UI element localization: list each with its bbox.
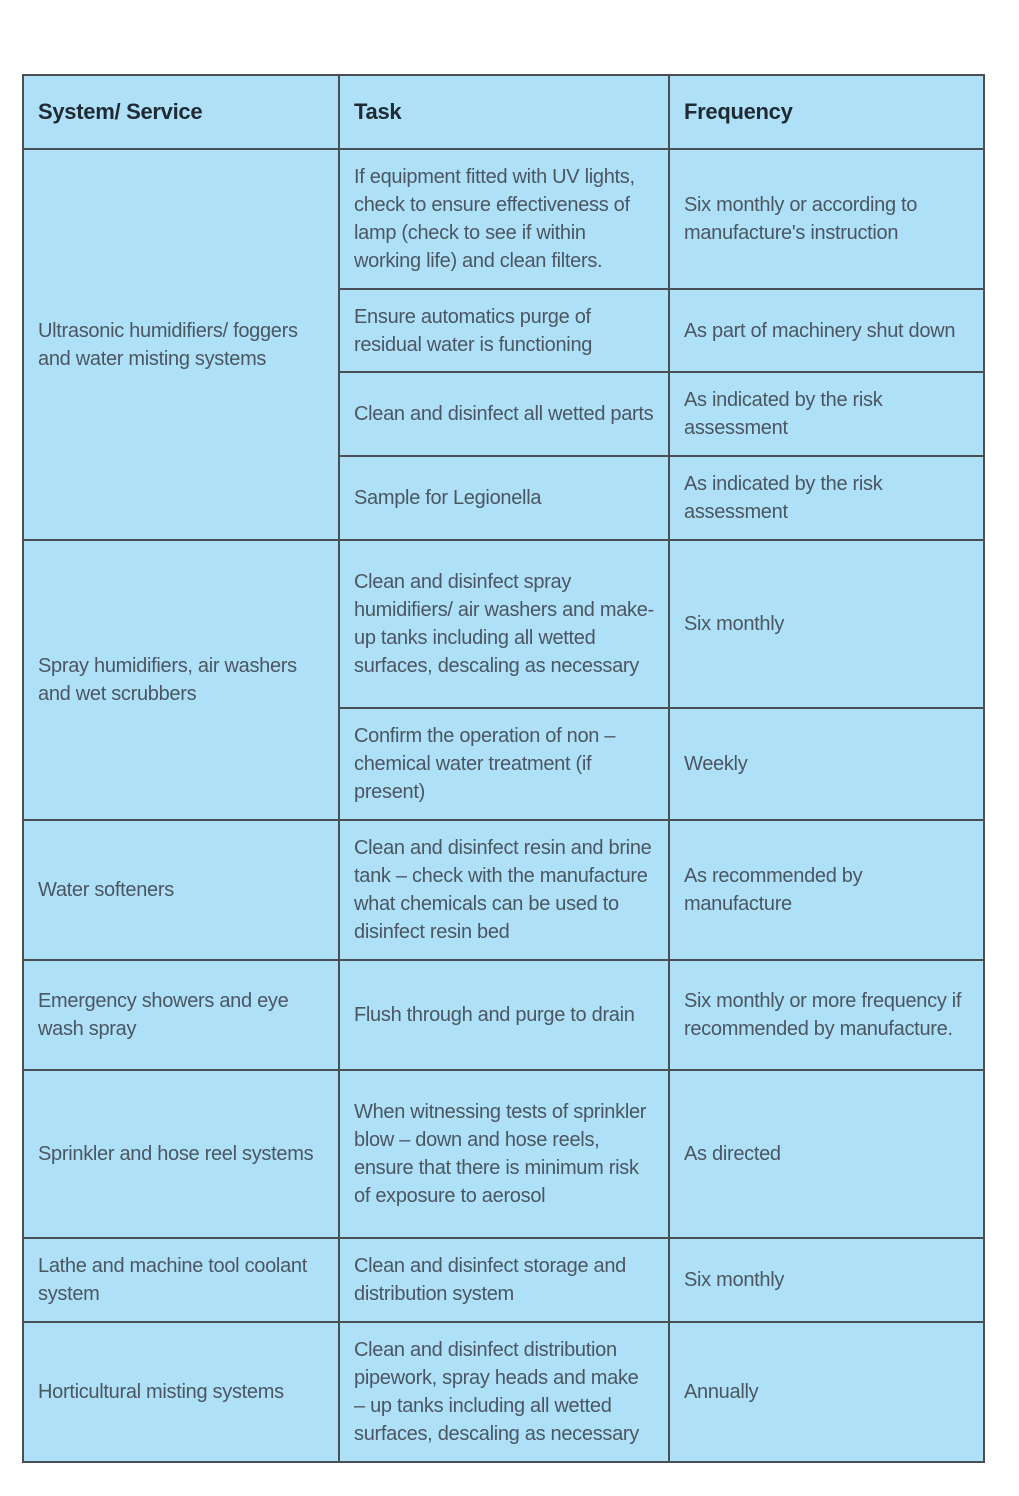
frequency-cell: Annually: [669, 1322, 984, 1462]
system-cell: Water softeners: [23, 820, 339, 960]
task-cell: If equipment fitted with UV lights, check to ensure effectiveness of lamp (check to see if within working life) and clean filters.: [339, 149, 669, 289]
table-row: [23, 1238, 984, 1322]
frequency-cell: Six monthly or according to manufacture's instruction: [669, 149, 984, 289]
frequency-cell: Six monthly: [669, 1238, 984, 1322]
table-row: [23, 149, 984, 289]
task-cell: Clean and disinfect all wetted parts: [339, 372, 669, 456]
task-cell: Clean and disinfect spray humidifiers/ air washers and make-up tanks including all wetted surfaces, descaling as necessary: [339, 540, 669, 708]
frequency-cell: As recommended by manufacture: [669, 820, 984, 960]
header-frequency: Frequency: [669, 75, 984, 149]
system-cell: Horticultural misting systems: [23, 1322, 339, 1462]
frequency-cell: As indicated by the risk assessment: [669, 456, 984, 540]
table-row: [23, 540, 984, 708]
task-cell: Flush through and purge to drain: [339, 960, 669, 1070]
frequency-cell: Six monthly or more frequency if recommended by manufacture.: [669, 960, 984, 1070]
table-row: [23, 960, 984, 1070]
frequency-cell: As indicated by the risk assessment: [669, 372, 984, 456]
frequency-cell: Six monthly: [669, 540, 984, 708]
table-row: [23, 820, 984, 960]
task-cell: Clean and disinfect resin and brine tank – check with the manufacture what chemicals can be used to disinfect resin bed: [339, 820, 669, 960]
table-row: [23, 1070, 984, 1238]
system-cell: Lathe and machine tool coolant system: [23, 1238, 339, 1322]
system-cell: Emergency showers and eye wash spray: [23, 960, 339, 1070]
task-cell: Sample for Legionella: [339, 456, 669, 540]
system-cell: Sprinkler and hose reel systems: [23, 1070, 339, 1238]
task-cell: Clean and disinfect storage and distribution system: [339, 1238, 669, 1322]
table-row: [23, 1322, 984, 1462]
system-cell: Spray humidifiers, air washers and wet scrubbers: [23, 540, 339, 820]
task-cell: When witnessing tests of sprinkler blow – down and hose reels, ensure that there is minimum risk of exposure to aerosol: [339, 1070, 669, 1238]
header-row: [23, 75, 984, 149]
frequency-cell: As part of machinery shut down: [669, 289, 984, 372]
task-cell: Ensure automatics purge of residual water is functioning: [339, 289, 669, 372]
frequency-cell: Weekly: [669, 708, 984, 820]
header-system-service: System/ Service: [23, 75, 339, 149]
maintenance-table: [22, 74, 985, 1463]
header-task: Task: [339, 75, 669, 149]
task-cell: Confirm the operation of non – chemical water treatment (if present): [339, 708, 669, 820]
system-cell: Ultrasonic humidifiers/ foggers and water misting systems: [23, 149, 339, 540]
task-cell: Clean and disinfect distribution pipework, spray heads and make – up tanks including all wetted surfaces, descaling as necessary: [339, 1322, 669, 1462]
frequency-cell: As directed: [669, 1070, 984, 1238]
